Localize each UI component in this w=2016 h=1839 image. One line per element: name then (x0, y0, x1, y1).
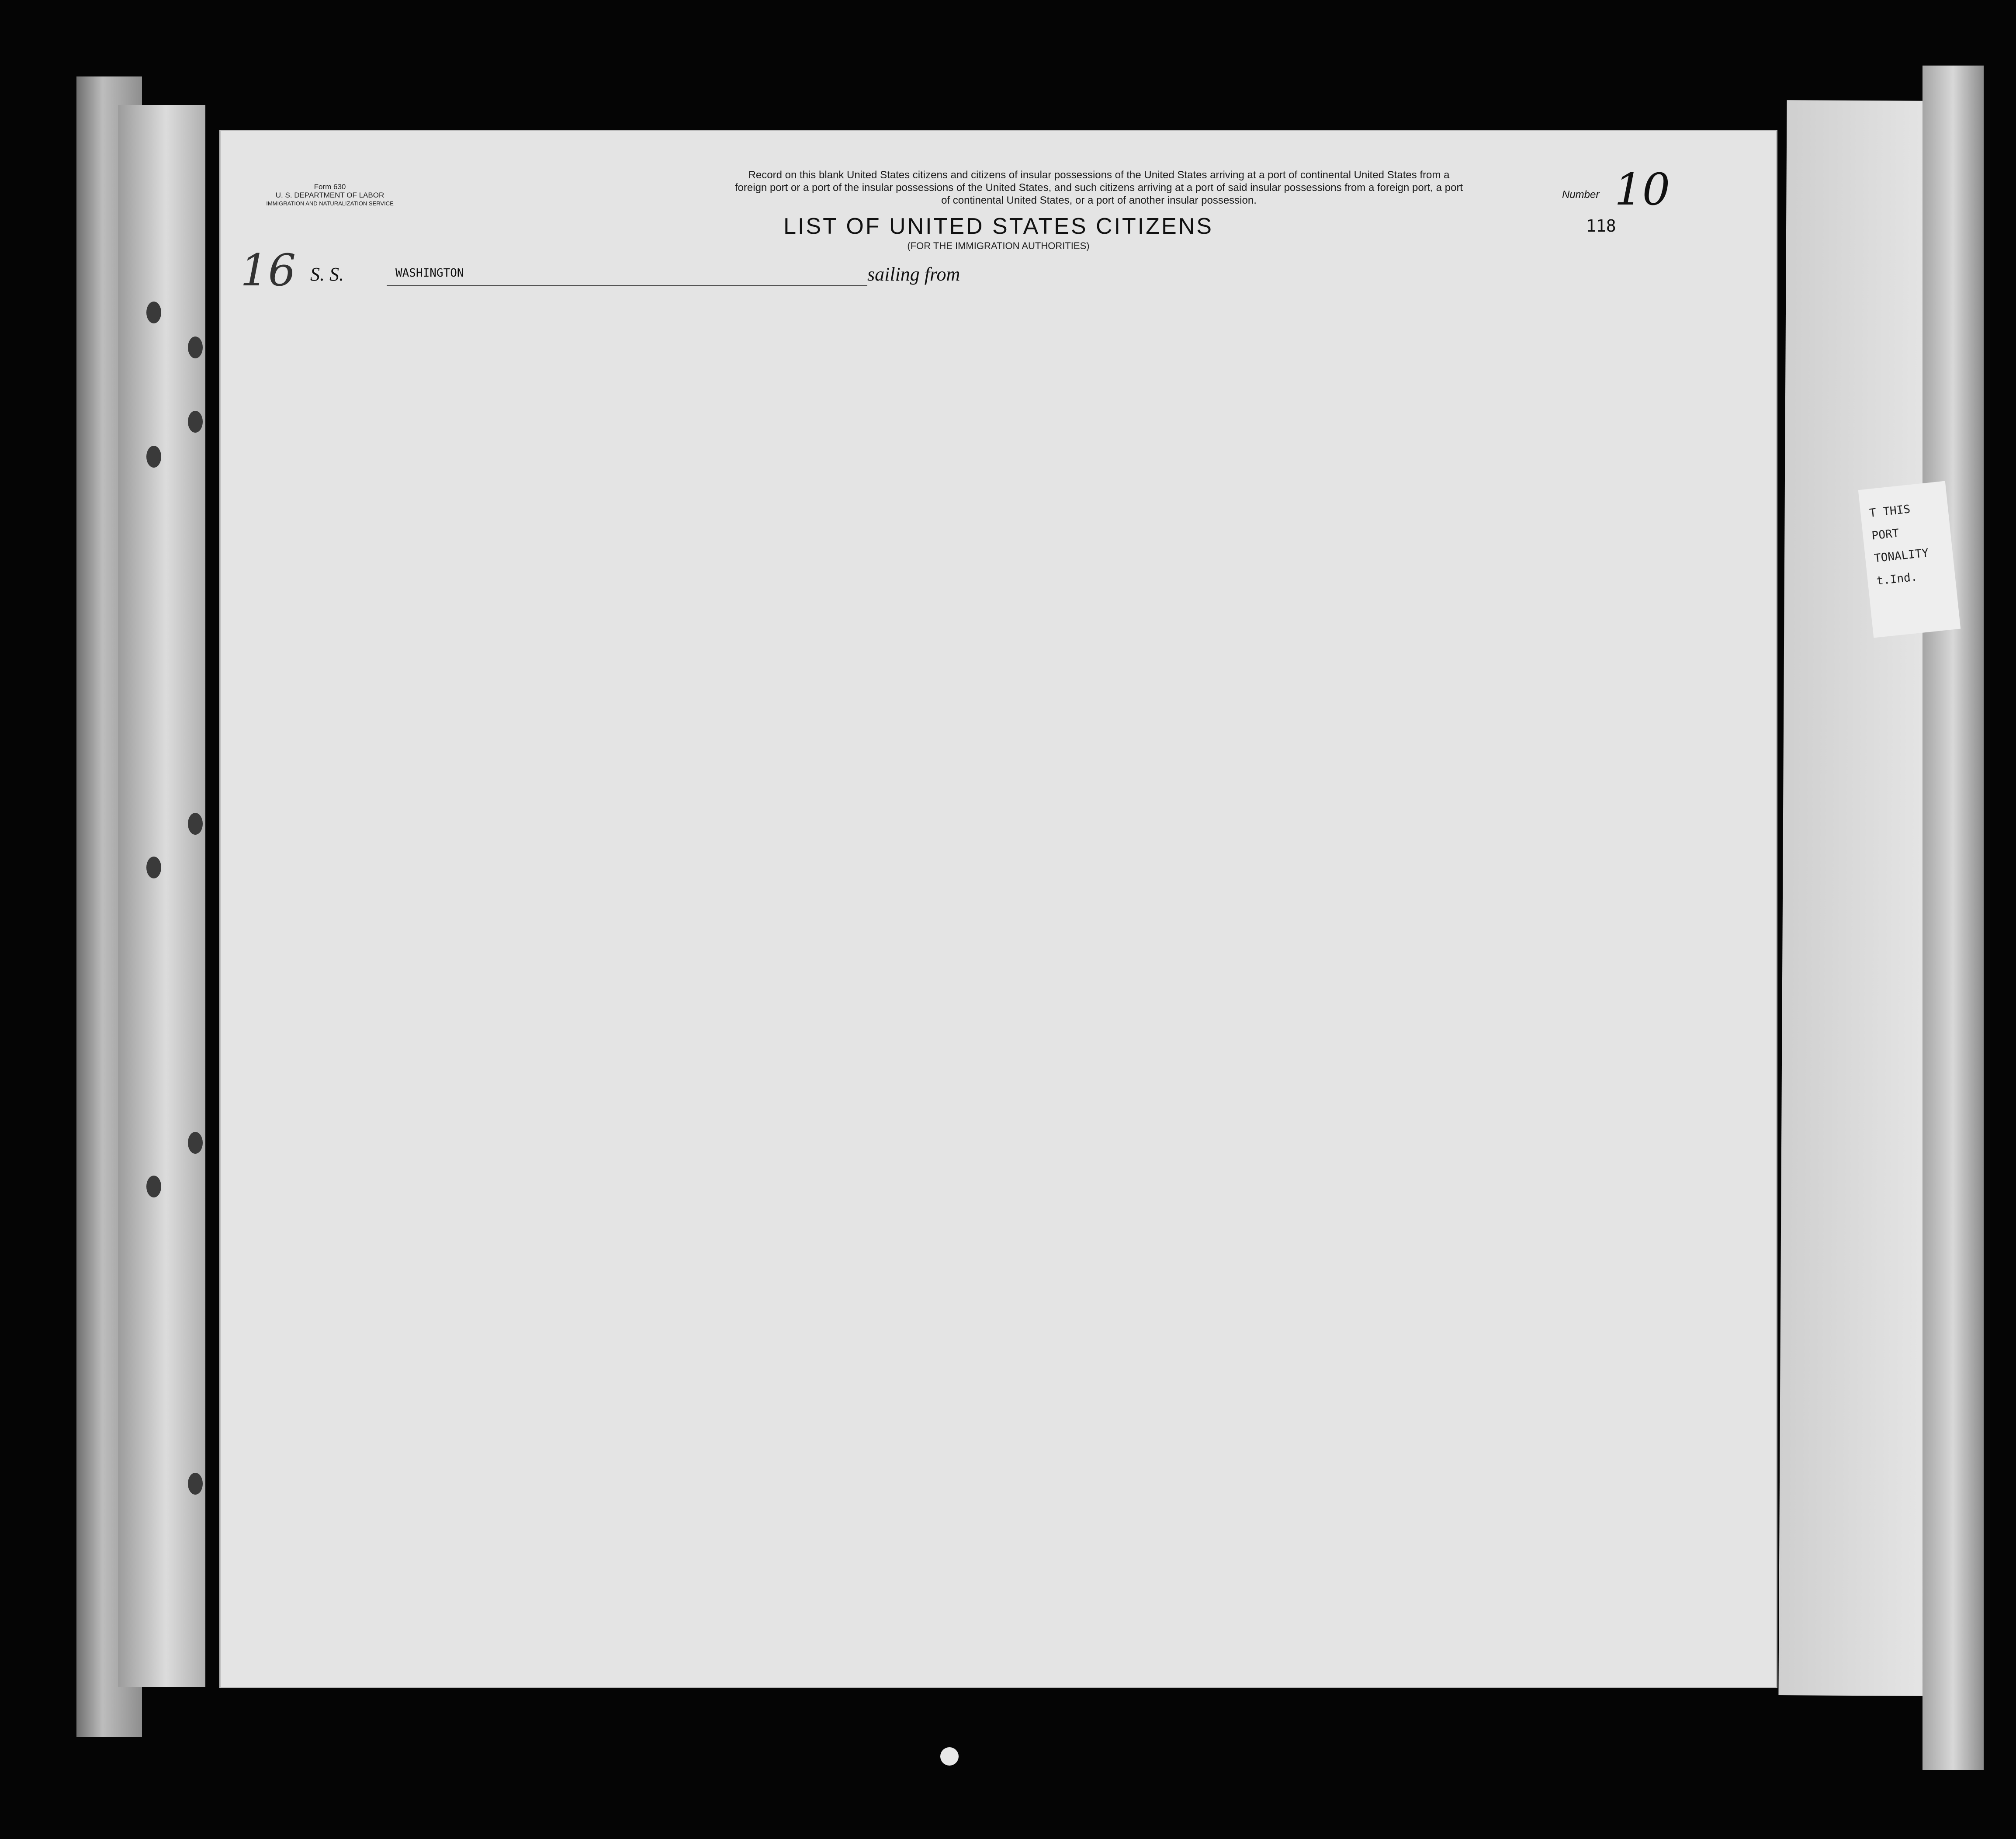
manifest-sheet (221, 131, 1776, 1687)
binding-hole (188, 813, 203, 835)
side-tab-line: T THIS PORT (1868, 503, 1911, 543)
binding-hole (146, 1176, 161, 1197)
list-number (1562, 166, 1746, 219)
intro-instructions (505, 169, 1693, 207)
binding-hole (188, 1132, 203, 1154)
service-name: IMMIGRATION AND NATURALIZATION SERVICE (266, 200, 394, 207)
binding-hole (146, 302, 161, 323)
side-tab-line: TONALITY (1873, 546, 1929, 566)
intro-line: of continental United States, or a port of another insular possession. (941, 194, 1257, 206)
side-tab-line: t.Ind. (1876, 570, 1918, 588)
department-name: U. S. DEPARTMENT OF LABOR (275, 191, 384, 199)
binding-hole (146, 857, 161, 878)
ship-name: WASHINGTON (395, 267, 464, 280)
binding-hole (188, 337, 203, 358)
list-number-value: 10 (1614, 164, 1670, 215)
page-number: 118 (1586, 216, 1616, 236)
page-title: LIST OF UNITED STATES CITIZENS (783, 214, 1213, 239)
binding-hole (188, 1473, 203, 1495)
film-edge-right (1922, 66, 1984, 1770)
form-identifier (256, 183, 404, 208)
side-tab (1858, 481, 1961, 638)
list-number-label: Number (1562, 189, 1600, 201)
vessel-line (221, 258, 1776, 297)
intro-line: foreign port or a port of the insular possessions of the United States, and such citizens arriving at a port of said insular possessions from a foreign port, a port (734, 182, 1463, 194)
ss-label: S. S. (310, 264, 344, 285)
sailing-from-label: sailing from (867, 264, 960, 285)
page-subtitle: (FOR THE IMMIGRATION AUTHORITIES) (907, 240, 1090, 251)
adjacent-page-right (1778, 100, 1940, 1696)
film-reel-dot (940, 1747, 959, 1766)
intro-line: Record on this blank United States citizens and citizens of insular possessions of the United States arriving at a port of continental United States from a (748, 169, 1450, 181)
binding-hole (146, 446, 161, 468)
form-number: Form 630 (314, 183, 346, 191)
binding-hole (188, 411, 203, 433)
handwritten-sheet-number: 16 (240, 245, 296, 296)
